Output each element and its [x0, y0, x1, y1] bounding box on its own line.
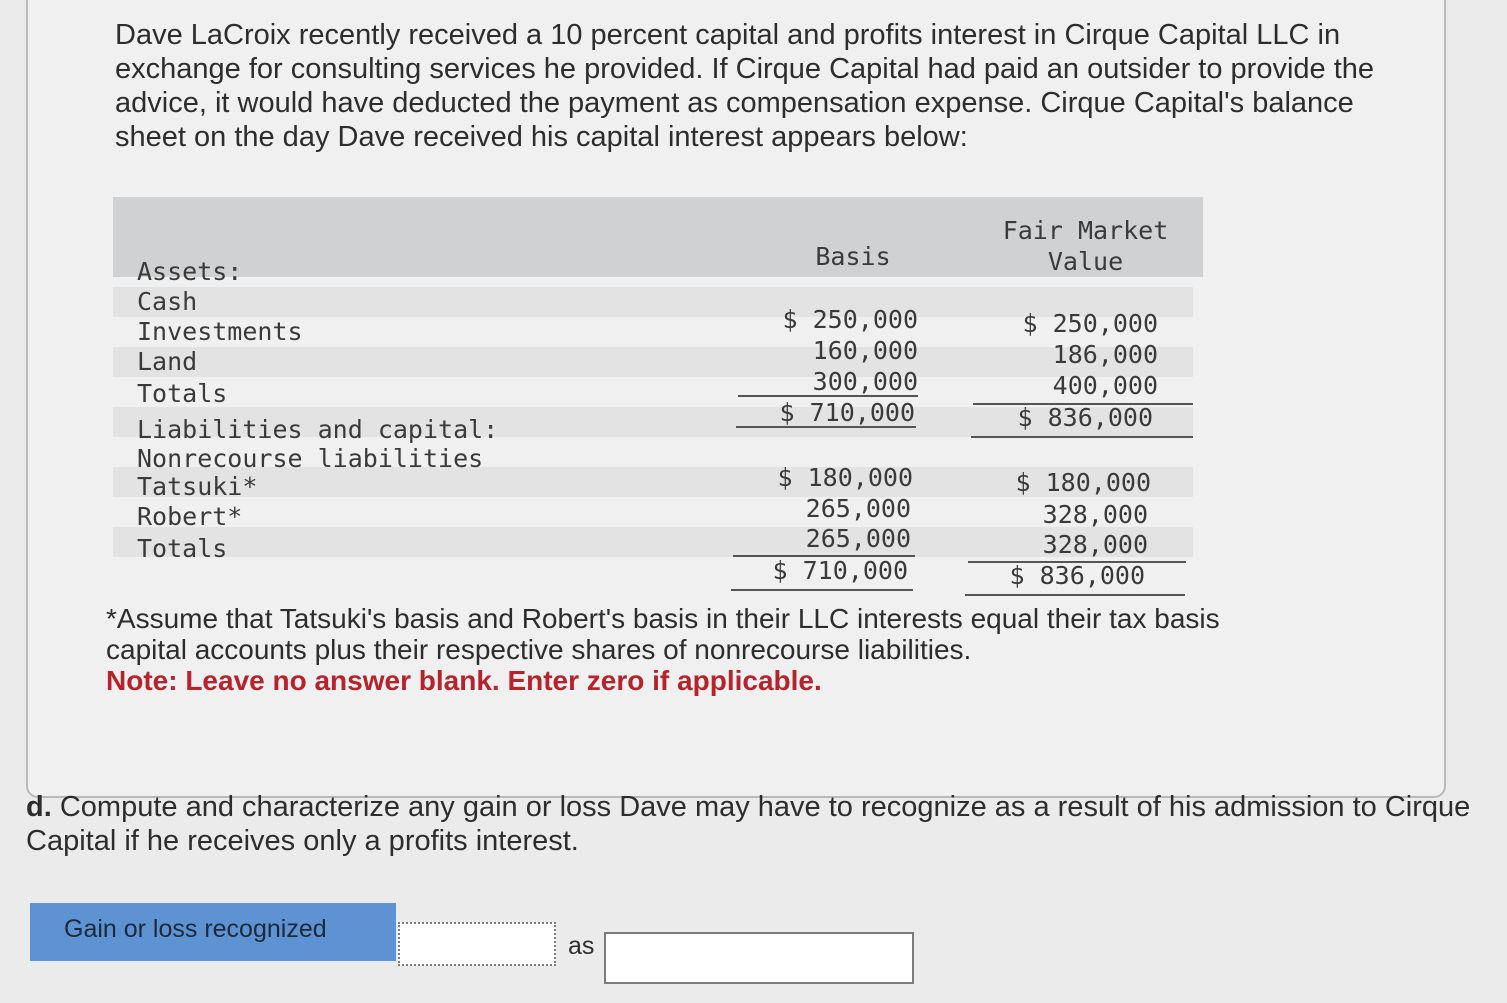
row-label-liabilities-totals: Totals: [137, 534, 228, 563]
table-row-stripe: [113, 527, 1193, 557]
row-label-assets-totals: Totals: [137, 379, 228, 408]
problem-intro-text: Dave LaCroix recently received a 10 percent capital and profits interest in Cirque Capital LLC in exchange for consulting services he provided. If Cirque Capital had paid an outsider to provide the advice, it would have deducted the payment as compensation expense. Cirque Capital's balance sheet on the day Dave received his capital interest appears below:: [115, 19, 1375, 153]
row-label-nonrecourse-liabilities: Nonrecourse liabilities: [137, 444, 484, 473]
footnote-text: *Assume that Tatsuki's basis and Robert's basis in their LLC interests equal their tax basis capital accounts plus their respective shares of nonrecourse liabilities.: [106, 603, 1220, 665]
total-rule: [731, 589, 913, 591]
as-label: as: [568, 932, 595, 960]
total-rule: [965, 594, 1185, 596]
investments-fmv: 186,000: [1052, 340, 1158, 369]
tatsuki-basis: 265,000: [805, 494, 911, 523]
gain-loss-character-input[interactable]: [604, 932, 914, 984]
land-fmv: 400,000: [1052, 371, 1158, 400]
investments-basis: 160,000: [812, 336, 918, 365]
land-basis: 300,000: [812, 367, 918, 396]
tatsuki-fmv: 328,000: [1042, 500, 1148, 529]
question-d: [26, 790, 1506, 858]
assets-total-fmv: $ 836,000: [1017, 403, 1153, 432]
answer-instruction-note: Note: Leave no answer blank. Enter zero if applicable.: [106, 665, 822, 696]
cash-basis: $ 250,000: [782, 305, 918, 334]
row-label-land: Land: [137, 347, 198, 376]
total-rule: [971, 436, 1193, 438]
row-label-tatsuki: Tatsuki*: [137, 472, 258, 501]
gain-loss-row-label: Gain or loss recognized: [30, 903, 396, 961]
nonrecourse-fmv: $ 180,000: [1015, 468, 1151, 497]
question-letter: d.: [26, 791, 52, 823]
footnote: [106, 603, 1306, 696]
cash-fmv: $ 250,000: [1022, 309, 1158, 338]
row-label-investments: Investments: [137, 317, 303, 346]
assets-total-basis: $ 710,000: [779, 398, 915, 427]
row-label-robert: Robert*: [137, 502, 243, 531]
assets-heading: Assets:: [137, 257, 243, 286]
robert-fmv: 328,000: [1042, 530, 1148, 559]
liabilities-heading: Liabilities and capital:: [137, 415, 499, 444]
column-header-fmv-line1: Fair Market: [1002, 216, 1169, 245]
robert-basis: 265,000: [805, 524, 911, 553]
subtotal-rule: [738, 395, 918, 397]
total-rule: [736, 426, 916, 428]
row-label-cash: Cash: [137, 287, 198, 316]
column-header-basis: Basis: [815, 242, 891, 271]
gain-loss-amount-input[interactable]: [398, 922, 556, 966]
liabilities-total-fmv: $ 836,000: [1009, 561, 1145, 590]
question-text: Compute and characterize any gain or loss Dave may have to recognize as a result of his admission to Cirque Capital if he receives only a profits interest.: [26, 791, 1471, 857]
nonrecourse-basis: $ 180,000: [777, 463, 913, 492]
liabilities-total-basis: $ 710,000: [772, 556, 908, 585]
column-header-fmv-line2: Value: [1047, 247, 1124, 276]
table-row-stripe: [113, 347, 1193, 377]
